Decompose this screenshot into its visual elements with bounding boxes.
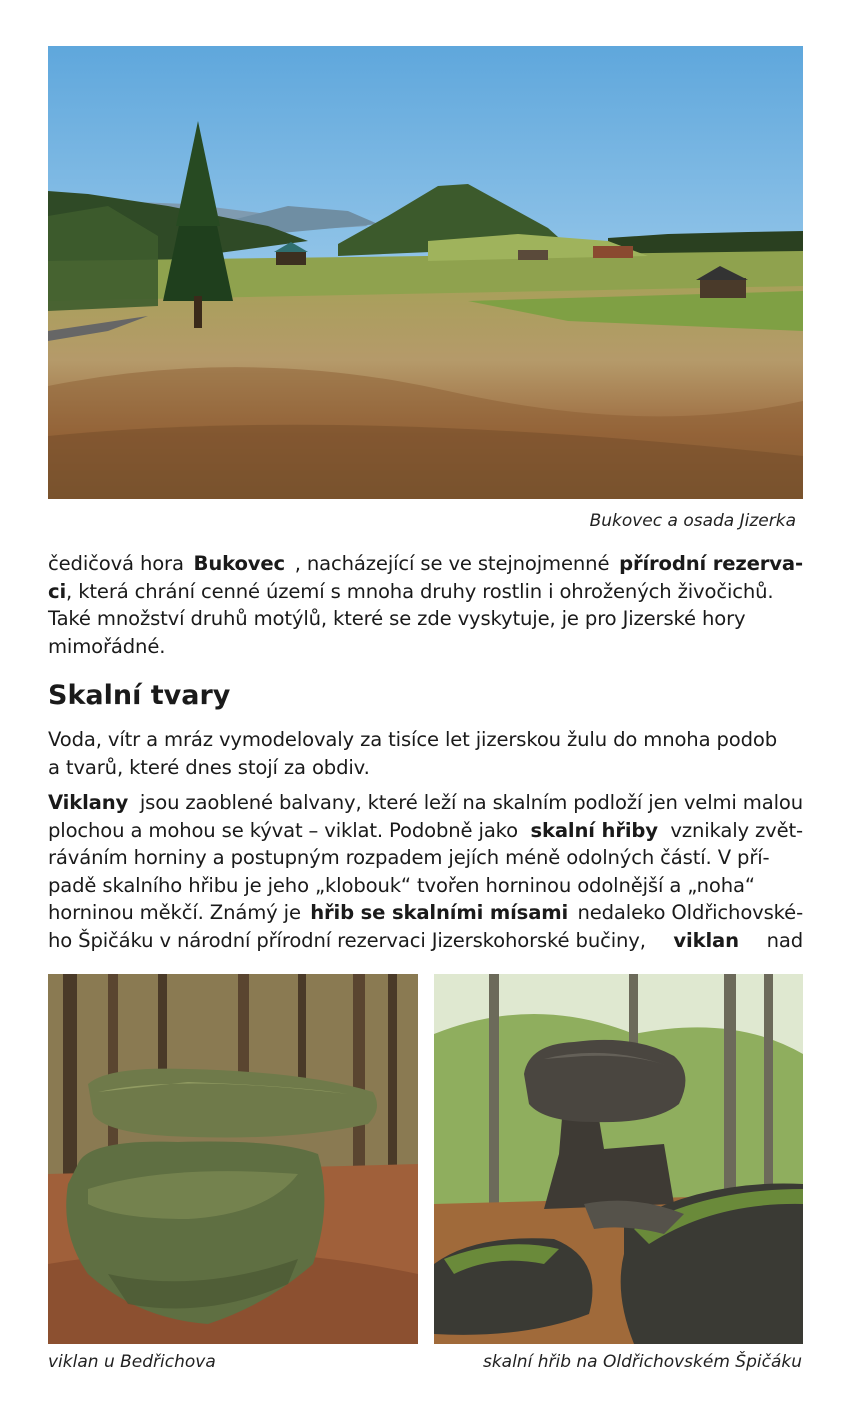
text-segment: vznikaly zvět- [670, 818, 803, 842]
photo-caption-right: skalní hřib na Oldřichovském Špičáku [482, 1352, 802, 1372]
rock-forms-intro-paragraph [48, 726, 803, 781]
viklany-paragraph [48, 789, 803, 954]
term-viklan: viklan [673, 928, 739, 952]
text-segment: ho Špičáku v národní přírodní rezervaci Jizerskohorské bučiny, [48, 928, 646, 952]
photo-caption-left: viklan u Bedřichova [48, 1352, 216, 1372]
text-line: a tvarů, které dnes stojí za obdiv. [48, 755, 370, 779]
section-heading: Skalní tvary [48, 680, 231, 711]
term-skalni-hriby: skalní hřiby [530, 818, 658, 842]
viklan-bedrichov-photo [48, 974, 418, 1344]
term-hrib-se-skalnimi-misami: hřib se skalními mísami [310, 901, 569, 924]
text-segment: jsou zaoblené balvany, které leží na skalním podloží jen velmi malou [139, 791, 803, 814]
text-segment: , nacházející se ve stejnojmenné [294, 552, 610, 575]
term-bukovec: Bukovec [193, 552, 286, 575]
intro-paragraph [48, 550, 803, 660]
text-segment: plochou a mohou se kývat – viklat. Podobně jako [48, 818, 519, 842]
skalni-hrib-spicak-photo [434, 974, 803, 1344]
text-segment: , která chrání cenné území s mnoha druhy rostlin i ohrožených živočichů. [66, 579, 774, 603]
term-prirodni-rezervace-end: ci [48, 579, 67, 603]
term-prirodni-rezervace: přírodní rezerva- [619, 552, 803, 575]
term-viklany: Viklany [48, 791, 129, 814]
text-line: ráváním horniny a postupným rozpadem jejích méně odolných částí. V pří- [48, 846, 770, 869]
text-line: Voda, vítr a mráz vymodelovaly za tisíce let jizerskou žulu do mnoha podob [48, 728, 778, 751]
text-segment: čedičová hora [48, 552, 184, 575]
text-segment: nad [766, 928, 803, 952]
text-line: Také množství druhů motýlů, které se zde vyskytuje, je pro Jizerské hory [48, 607, 746, 630]
text-segment: horninou měkčí. Známý je [48, 901, 301, 924]
text-line: padě skalního hřibu je jeho „klobouk“ tvořen horninou odolnější a „noha“ [48, 873, 755, 897]
text-segment: nedaleko Oldřichovské- [577, 901, 803, 924]
text-line: mimořádné. [48, 634, 166, 658]
photo-caption-top: Bukovec a osada Jizerka [589, 511, 796, 531]
bukovec-landscape-photo [48, 46, 803, 499]
